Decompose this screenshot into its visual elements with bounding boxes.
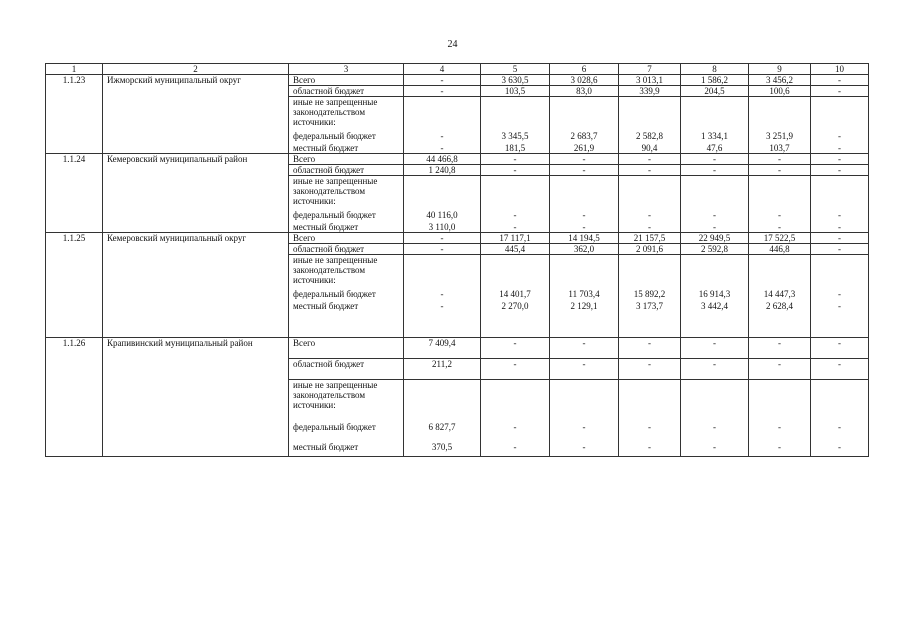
value-local: 2 628,4	[766, 301, 793, 311]
value-total: -	[619, 338, 681, 359]
value-local: -	[648, 222, 651, 232]
value-regional: -	[811, 165, 869, 176]
value-cell	[749, 255, 811, 338]
value-local: -	[838, 301, 841, 311]
table-row	[46, 338, 869, 359]
value-federal: 3 345,5	[501, 131, 529, 141]
value-regional: 445,4	[481, 244, 550, 255]
label-local: местный бюджет	[293, 301, 359, 311]
column-number-row	[46, 64, 869, 75]
value-regional: -	[404, 244, 481, 255]
value-local: 47,6	[706, 143, 723, 153]
value-local: -	[513, 442, 517, 452]
value-total: 17 522,5	[749, 233, 811, 244]
value-cell	[404, 176, 481, 233]
budget-table	[45, 63, 869, 457]
value-cell	[550, 97, 619, 154]
label-local: местный бюджет	[293, 222, 359, 232]
value-total: -	[811, 233, 869, 244]
item-code: 1.1.23	[46, 75, 103, 154]
value-federal: 15 892,2	[633, 289, 666, 299]
value-local: 181,5	[504, 143, 526, 153]
value-total: 7 409,4	[404, 338, 481, 359]
value-total: -	[681, 154, 749, 165]
value-local: -	[440, 301, 444, 311]
value-cell	[550, 380, 619, 457]
label-other-sources-cell	[289, 176, 404, 233]
value-federal: -	[648, 210, 651, 220]
value-regional: 362,0	[550, 244, 619, 255]
value-cell	[749, 176, 811, 233]
column-number: 4	[404, 64, 481, 75]
value-regional: -	[811, 359, 869, 380]
label-federal: федеральный бюджет	[293, 422, 376, 432]
label-other-sources: иные не запрещенные законодательством источники:	[293, 97, 378, 127]
value-cell	[811, 97, 869, 154]
value-local: 261,9	[573, 143, 595, 153]
municipality-name: Крапивинский муниципальный район	[103, 338, 289, 457]
value-federal: -	[440, 289, 444, 299]
value-federal: -	[838, 422, 841, 432]
value-total: -	[404, 233, 481, 244]
value-regional: -	[749, 359, 811, 380]
value-cell	[811, 255, 869, 338]
value-total: -	[749, 338, 811, 359]
column-number: 3	[289, 64, 404, 75]
value-federal: -	[513, 210, 517, 220]
value-local: -	[838, 143, 841, 153]
column-number: 2	[103, 64, 289, 75]
table-row	[46, 233, 869, 244]
column-number: 5	[481, 64, 550, 75]
table-row	[46, 75, 869, 86]
value-local: -	[838, 222, 841, 232]
value-cell	[749, 380, 811, 457]
value-cell	[681, 176, 749, 233]
value-total: -	[619, 154, 681, 165]
value-cell	[681, 97, 749, 154]
column-number: 1	[46, 64, 103, 75]
label-federal: федеральный бюджет	[293, 210, 376, 220]
value-regional: 211,2	[404, 359, 481, 380]
value-regional: 339,9	[619, 86, 681, 97]
value-local: 90,4	[641, 143, 658, 153]
value-total: 17 117,1	[481, 233, 550, 244]
value-federal: 14 401,7	[499, 289, 531, 299]
label-other-sources-cell	[289, 255, 404, 338]
value-regional: 103,5	[481, 86, 550, 97]
value-cell	[681, 255, 749, 338]
value-regional: -	[481, 165, 550, 176]
value-local: 3 173,7	[636, 301, 663, 311]
label-total: Всего	[289, 338, 404, 359]
value-total: 21 157,5	[619, 233, 681, 244]
value-federal: -	[440, 131, 444, 141]
value-federal: -	[778, 422, 781, 432]
value-total: 22 949,5	[681, 233, 749, 244]
value-regional: 204,5	[681, 86, 749, 97]
page-number: 24	[447, 39, 458, 50]
municipality-name: Кемеровский муниципальный район	[103, 154, 289, 233]
value-federal: 1 334,1	[701, 131, 728, 141]
column-number: 7	[619, 64, 681, 75]
value-federal: 6 827,7	[428, 422, 456, 432]
value-regional: -	[404, 86, 481, 97]
value-cell	[619, 380, 681, 457]
label-local: местный бюджет	[293, 442, 359, 452]
municipality-name: Кемеровский муниципальный округ	[103, 233, 289, 338]
value-total: 3 013,1	[619, 75, 681, 86]
table-row	[46, 154, 869, 165]
value-local: -	[838, 442, 841, 452]
value-total: -	[404, 75, 481, 86]
value-federal: 14 447,3	[763, 289, 796, 299]
value-cell	[749, 97, 811, 154]
label-federal: федеральный бюджет	[293, 131, 376, 141]
value-federal: 11 703,4	[568, 289, 600, 299]
label-other-sources-cell	[289, 97, 404, 154]
value-local: 2 129,1	[570, 301, 598, 311]
value-federal: 2 683,7	[570, 131, 598, 141]
value-local: -	[440, 143, 444, 153]
value-cell	[481, 255, 550, 338]
value-cell	[404, 255, 481, 338]
value-regional: -	[481, 359, 550, 380]
value-total: 44 466,8	[404, 154, 481, 165]
value-total: 3 630,5	[481, 75, 550, 86]
value-total: -	[811, 75, 869, 86]
value-federal: -	[648, 422, 651, 432]
value-federal: -	[582, 422, 586, 432]
label-regional: областной бюджет	[289, 165, 404, 176]
value-total: -	[811, 338, 869, 359]
value-local: -	[778, 222, 781, 232]
label-other-sources: иные не запрещенные законодательством источники:	[293, 255, 378, 285]
value-local: -	[513, 222, 517, 232]
value-local: 2 270,0	[501, 301, 529, 311]
label-total: Всего	[289, 233, 404, 244]
value-federal: -	[838, 210, 841, 220]
value-total: -	[749, 154, 811, 165]
value-federal: 16 914,3	[698, 289, 731, 299]
value-regional: -	[550, 165, 619, 176]
label-federal: федеральный бюджет	[293, 289, 376, 299]
value-federal: -	[582, 210, 586, 220]
value-total: -	[550, 154, 619, 165]
value-federal: -	[513, 422, 517, 432]
item-code: 1.1.25	[46, 233, 103, 338]
value-local: -	[582, 442, 586, 452]
value-regional: -	[550, 359, 619, 380]
value-local: 103,7	[769, 143, 790, 153]
value-cell	[811, 380, 869, 457]
value-total: 3 456,2	[749, 75, 811, 86]
label-other-sources: иные не запрещенные законодательством источники:	[293, 176, 378, 206]
value-cell	[619, 97, 681, 154]
value-federal: -	[838, 289, 841, 299]
value-total: -	[681, 338, 749, 359]
label-total: Всего	[289, 154, 404, 165]
value-regional: -	[681, 359, 749, 380]
value-total: -	[481, 154, 550, 165]
value-local: 3 110,0	[428, 222, 456, 232]
value-local: -	[713, 222, 716, 232]
label-regional: областной бюджет	[289, 244, 404, 255]
label-local: местный бюджет	[293, 143, 359, 153]
value-federal: -	[713, 210, 716, 220]
value-cell	[619, 255, 681, 338]
value-regional: -	[619, 165, 681, 176]
value-regional: -	[811, 86, 869, 97]
value-total: 14 194,5	[550, 233, 619, 244]
value-federal: 2 582,8	[636, 131, 663, 141]
value-regional: -	[619, 359, 681, 380]
value-local: 370,5	[431, 442, 453, 452]
value-cell	[404, 380, 481, 457]
value-regional: -	[749, 165, 811, 176]
value-regional: -	[811, 244, 869, 255]
value-total: 3 028,6	[550, 75, 619, 86]
value-local: 3 442,4	[701, 301, 728, 311]
value-cell	[550, 255, 619, 338]
item-code: 1.1.26	[46, 338, 103, 457]
value-cell	[619, 176, 681, 233]
value-cell	[404, 97, 481, 154]
value-cell	[811, 176, 869, 233]
value-local: -	[778, 442, 781, 452]
value-federal: 3 251,9	[766, 131, 793, 141]
label-other-sources: иные не запрещенные законодательством источники:	[293, 380, 378, 410]
value-federal: -	[778, 210, 781, 220]
value-regional: 2 091,6	[619, 244, 681, 255]
label-regional: областной бюджет	[289, 86, 404, 97]
value-total: -	[481, 338, 550, 359]
column-number: 9	[749, 64, 811, 75]
label-regional: областной бюджет	[289, 359, 404, 380]
value-regional: 446,8	[749, 244, 811, 255]
value-local: -	[648, 442, 651, 452]
value-regional: -	[681, 165, 749, 176]
value-regional: 83,0	[550, 86, 619, 97]
value-total: 1 586,2	[681, 75, 749, 86]
value-regional: 2 592,8	[681, 244, 749, 255]
column-number: 10	[811, 64, 869, 75]
column-number: 8	[681, 64, 749, 75]
value-cell	[681, 380, 749, 457]
value-total: -	[811, 154, 869, 165]
value-federal: -	[713, 422, 716, 432]
value-local: -	[582, 222, 586, 232]
label-other-sources-cell	[289, 380, 404, 457]
column-number: 6	[550, 64, 619, 75]
value-regional: 100,6	[749, 86, 811, 97]
item-code: 1.1.24	[46, 154, 103, 233]
label-total: Всего	[289, 75, 404, 86]
value-federal: 40 116,0	[426, 210, 458, 220]
value-cell	[481, 176, 550, 233]
value-local: -	[713, 442, 716, 452]
value-cell	[481, 97, 550, 154]
value-federal: -	[838, 131, 841, 141]
municipality-name: Ижморский муниципальный округ	[103, 75, 289, 154]
value-total: -	[550, 338, 619, 359]
value-cell	[550, 176, 619, 233]
value-cell	[481, 380, 550, 457]
value-regional: 1 240,8	[404, 165, 481, 176]
